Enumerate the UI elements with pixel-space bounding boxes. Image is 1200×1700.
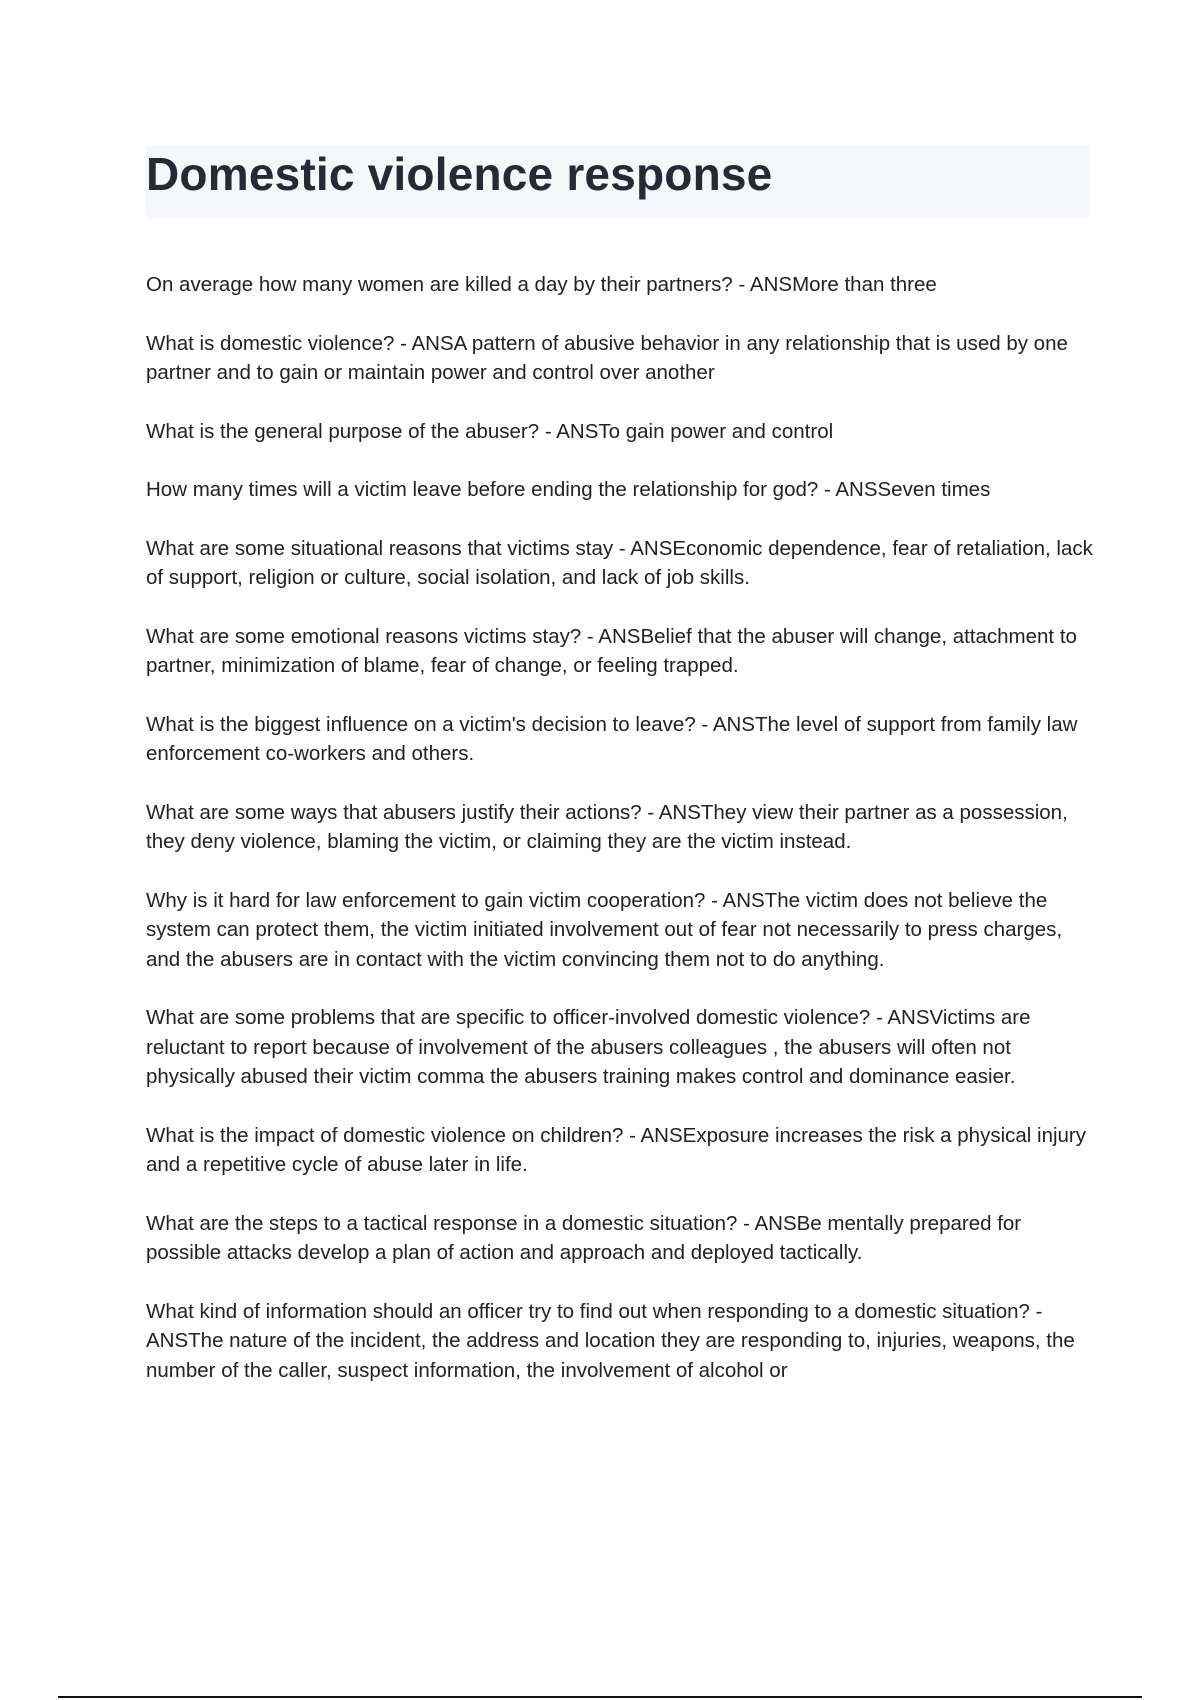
qa-item: What is the impact of domestic violence on children? - ANSExposure increases the risk a physical injury and a repetitive cycle of abuse later in life. [146,1123,1087,1176]
qa-item: What are some problems that are specific to officer-involved domestic violence? - ANSVictims are reluctant to report because of involvement of the abusers colleagues , the abusers will often not physically abused their victim comma the abusers training makes control and dominance easier. [146,1006,1031,1088]
qa-item: On average how many women are killed a day by their partners? - ANSMore than three [146,273,937,296]
qa-item: What kind of information should an officer try to find out when responding to a domestic situation? - ANSThe nature of the incident, the address and location they are responding to, injuries, weapons, the number of the caller, suspect information, the involvement of alcohol or [146,1299,1075,1382]
qa-item: What is the biggest influence on a victim's decision to leave? - ANSThe level of support from family law enforcement co-workers and others. [146,712,1078,765]
qa-item: What are some situational reasons that victims stay - ANSEconomic dependence, fear of retaliation, lack of support, religion or culture, social isolation, and lack of job skills. [146,536,1093,589]
footer-divider [58,1696,1142,1698]
qa-item: What is the general purpose of the abuser? - ANSTo gain power and control [146,419,834,443]
qa-item: What is domestic violence? - ANSA pattern of abusive behavior in any relationship that is used by one partner and to gain or maintain power and control over another [146,331,1068,384]
page-title: Domestic violence response [146,148,773,200]
qa-item: What are some emotional reasons victims stay? - ANSBelief that the abuser will change, attachment to partner, minimization of blame, fear of change, or feeling trapped. [146,624,1077,677]
qa-item: What are some ways that abusers justify their actions? - ANSThey view their partner as a possession, they deny violence, blaming the victim, or claiming they are the victim instead. [146,800,1068,853]
qa-item: How many times will a victim leave before ending the relationship for god? - ANSSeven times [146,478,991,501]
qa-list [146,270,1096,1414]
qa-item: Why is it hard for law enforcement to gain victim cooperation? - ANSThe victim does not believe the system can protect them, the victim initiated involvement out of fear not necessarily to press charges, and the abusers are in contact with the victim convincing them not to do anything. [146,888,1063,971]
qa-item: What are the steps to a tactical response in a domestic situation? - ANSBe mentally prepared for possible attacks develop a plan of action and approach and deployed tactically. [146,1211,1022,1264]
